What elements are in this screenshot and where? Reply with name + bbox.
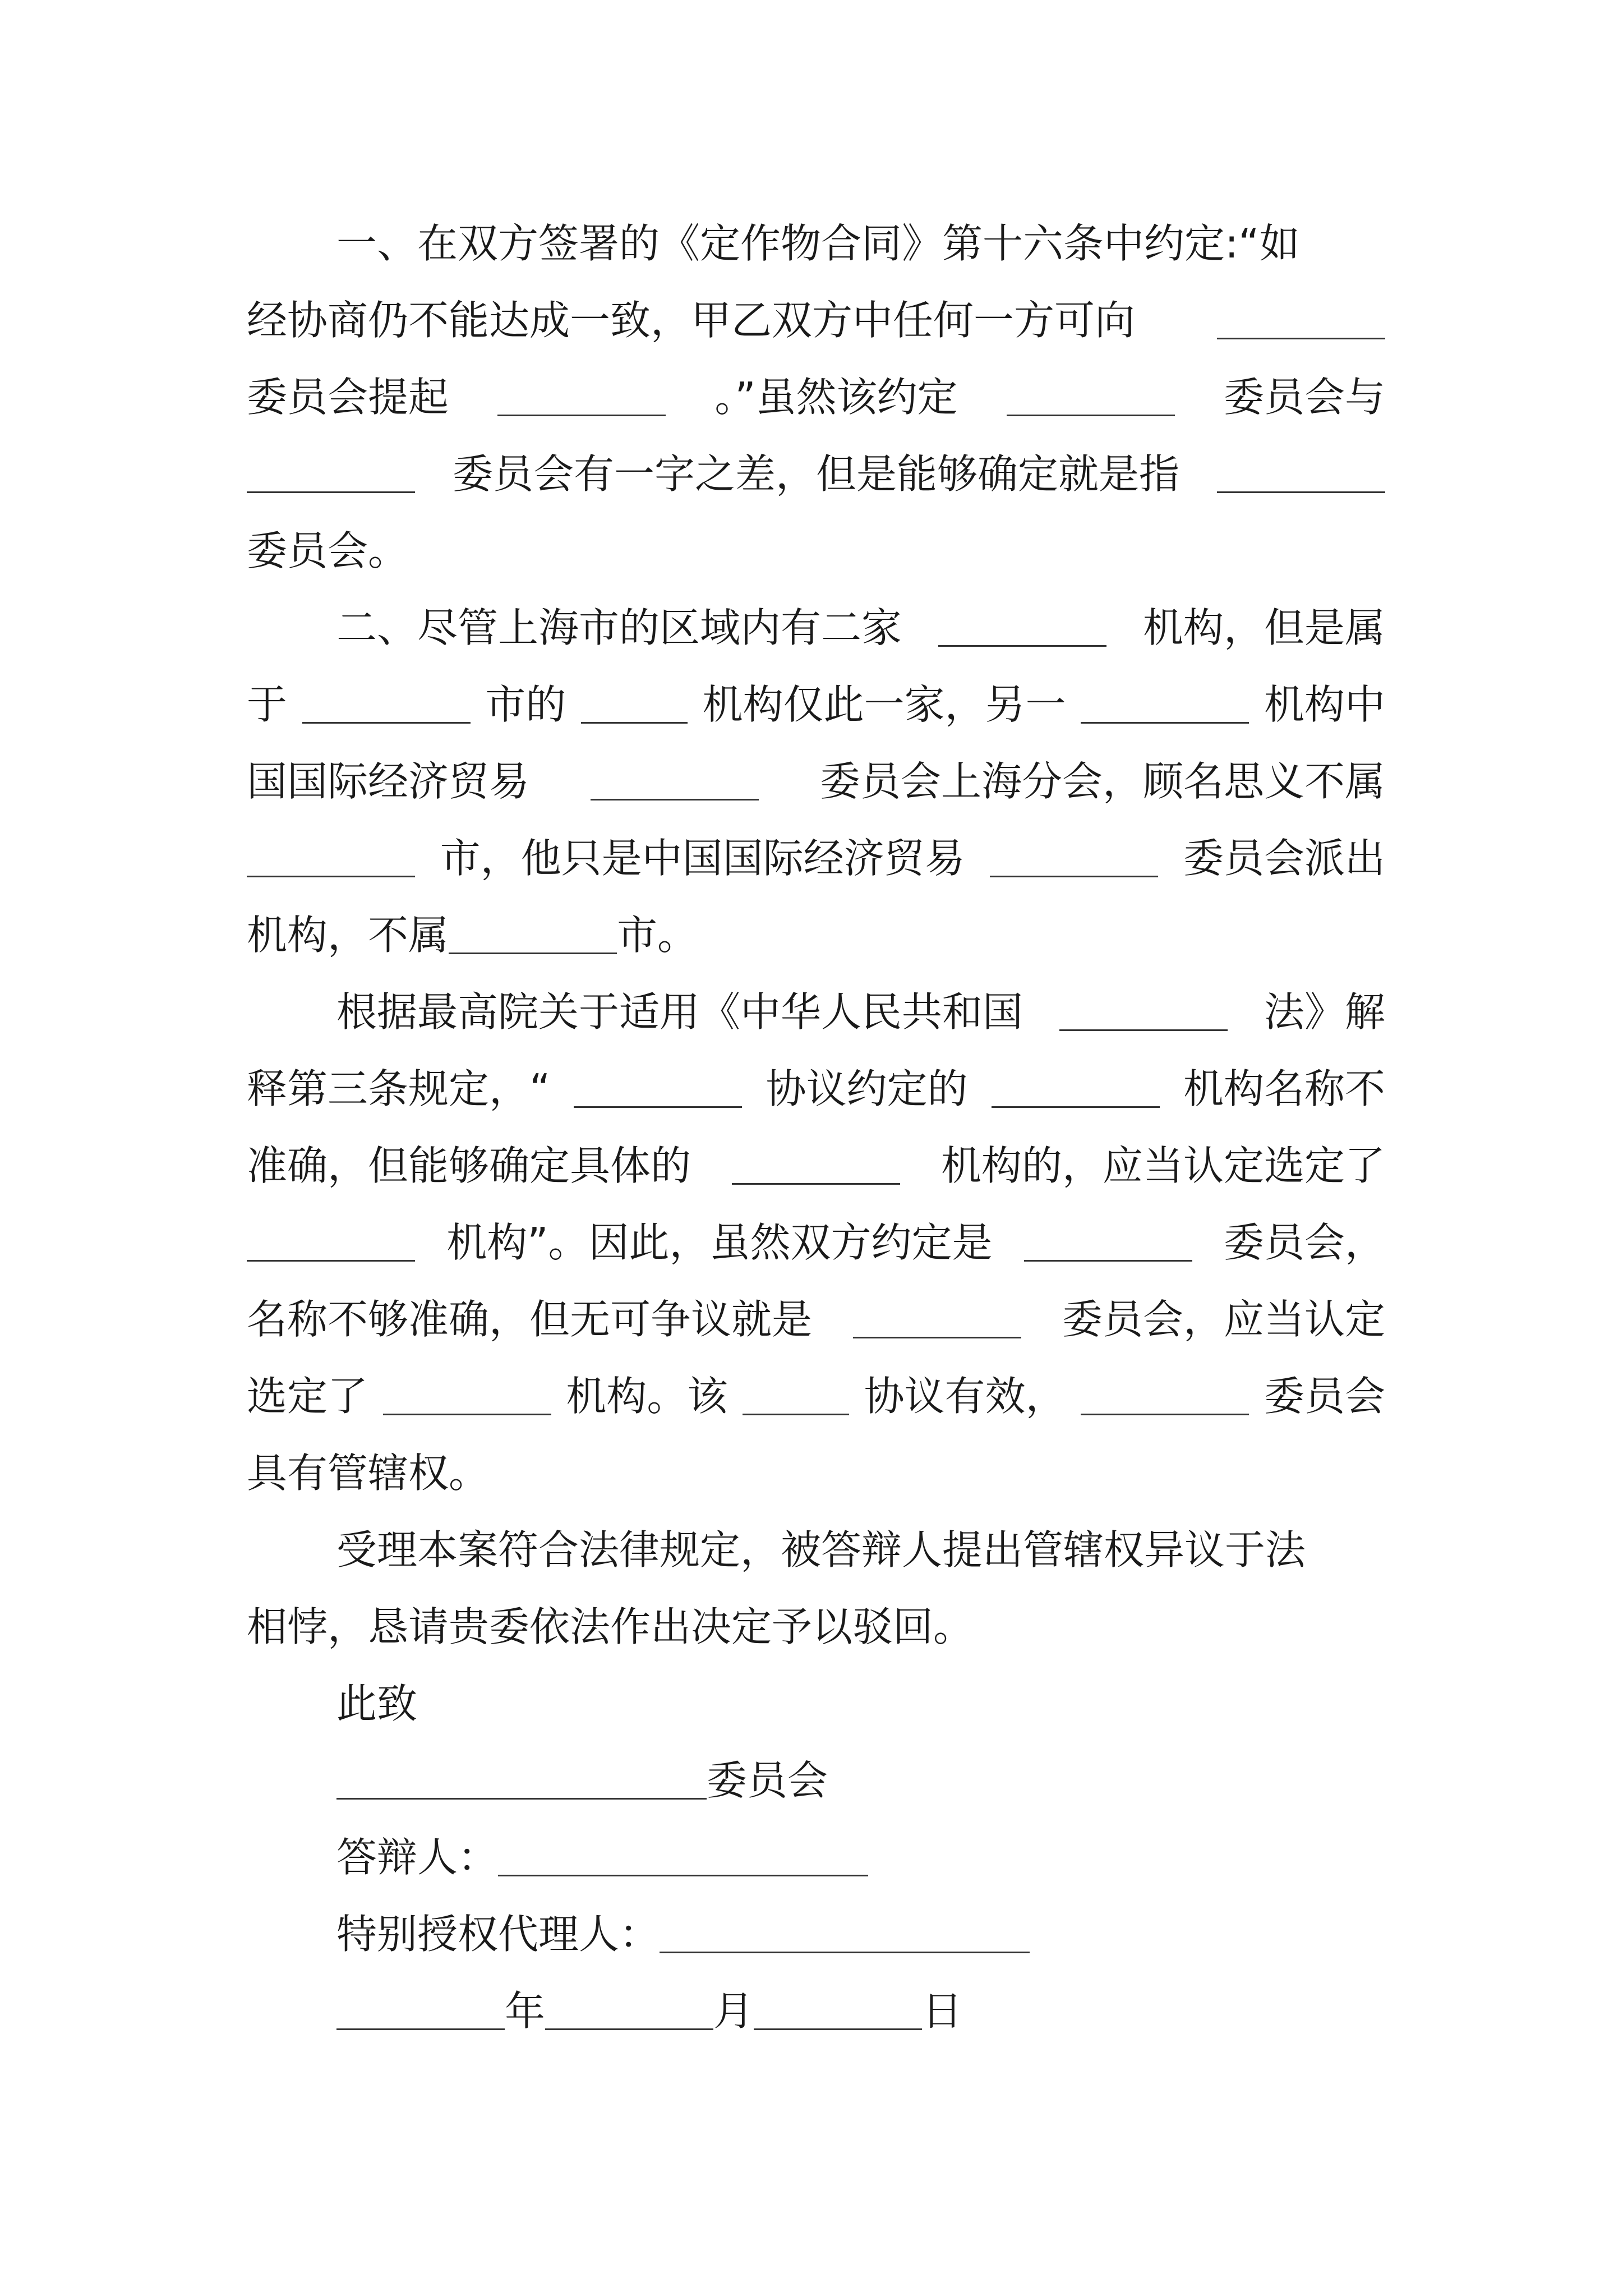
blank-line[interactable] [1024,1258,1192,1262]
para2-line5 [247,897,1385,974]
para2-line1 [247,590,1385,666]
text-segment: 委员会，应当认定 [1062,1296,1385,1343]
text-segment: 市的 [485,681,566,728]
salutation-line [247,1665,1385,1742]
salutation: 此致 [336,1680,418,1727]
text-segment: 机构”。因此，虽然双方约定是 [446,1219,993,1266]
text-segment: 根据最高院关于适用《中华人民共和国 [336,988,1023,1036]
text-segment: 机构，但是属 [1142,604,1385,651]
year-blank[interactable] [336,2026,505,2030]
text-segment: 市。 [617,912,698,959]
blank-line[interactable] [1217,489,1385,493]
text-segment: 委员会有一字之差，但是能够确定就是指 [452,450,1179,498]
para1-line1 [247,205,1385,282]
day-blank[interactable] [754,2026,922,2030]
agent-line [247,1896,1385,1973]
para1-line3 [247,359,1385,436]
text-segment: 国国际经济贸易 [247,758,530,805]
text-segment: 委员会。 [247,527,409,574]
text-segment: 机构。该 [566,1373,728,1420]
para3-line2 [247,1051,1385,1128]
blank-line[interactable] [591,797,759,800]
addressee-suffix: 委员会 [707,1757,828,1804]
blank-line[interactable] [302,720,471,724]
blank-line[interactable] [247,489,415,493]
text-segment: 选定了 [247,1373,368,1420]
text-segment: 准确，但能够确定具体的 [247,1142,691,1189]
text-segment: 受理本案符合法律规定，被答辩人提出管辖权异议于法 [336,1526,1306,1573]
blank-line[interactable] [1217,335,1385,339]
para3-line4 [247,1204,1385,1281]
month-blank[interactable] [545,2026,713,2030]
para1-line4 [247,436,1385,513]
blank-line[interactable] [853,1335,1021,1338]
text-segment: 协议有效， [864,1373,1066,1420]
para4-line2 [247,1589,1385,1665]
blank-line[interactable] [1081,720,1249,724]
blank-line[interactable] [497,412,666,416]
text-segment: 机构的，应当认定选定了 [940,1142,1385,1189]
agent-label: 特别授权代理人： [336,1911,660,1958]
text-segment: 机构仅此一家，另一 [702,681,1066,728]
blank-line[interactable] [990,873,1158,877]
blank-line[interactable] [247,1258,415,1262]
respondent-blank[interactable] [498,1872,868,1876]
text-segment: 委员会上海分会，顾名思义不属 [819,758,1385,805]
date-line [247,1973,1385,2050]
text-segment: 相悖，恳请贵委依法作出决定予以驳回。 [247,1603,974,1650]
blank-line[interactable] [247,873,415,877]
respondent-line [247,1819,1385,1896]
blank-line[interactable] [574,1104,742,1108]
addressee-line [247,1742,1385,1819]
text-segment: 委员会与 [1223,374,1385,421]
text-segment: 。”虽然该约定 [714,374,958,421]
blank-line[interactable] [743,1411,849,1415]
text-segment: 市，他只是中国国际经济贸易 [440,835,965,882]
text-segment: 委员会 [1264,1373,1385,1420]
text-segment: 协议约定的 [766,1065,968,1112]
text-segment: 机构，不属 [247,912,449,959]
addressee-blank[interactable] [336,1796,707,1800]
para3-line1 [247,974,1385,1051]
para2-line4 [247,820,1385,897]
para3-line6 [247,1358,1385,1435]
day-label: 日 [922,1987,963,2035]
text-segment: 一、在双方签署的《定作物合同》第十六条中约定:“如 [336,220,1300,267]
para2-line2 [247,666,1385,743]
para4-line1 [247,1512,1385,1589]
text-segment: 机构名称不 [1183,1065,1385,1112]
agent-blank[interactable] [660,1949,1030,1953]
text-segment: 于 [247,681,288,728]
blank-line[interactable] [383,1411,551,1415]
text-segment: 二、尽管上海市的区域内有二家 [336,604,902,651]
para1-line5 [247,513,1385,590]
text-segment: 法》解 [1264,988,1385,1036]
text-segment: 机构中 [1264,681,1385,728]
text-segment: 经协商仍不能达成一致，甲乙双方中任何一方可向 [247,297,1136,344]
text-segment: 委员会， [1223,1219,1385,1266]
blank-line[interactable] [1059,1027,1228,1031]
text-segment: 委员会提起 [247,374,449,421]
month-label: 月 [713,1987,754,2035]
text-segment: 名称不够准确，但无可争议就是 [247,1296,813,1343]
blank-line[interactable] [1081,1411,1249,1415]
blank-line[interactable] [992,1104,1160,1108]
text-segment: 具有管辖权。 [247,1450,490,1497]
blank-line[interactable] [1007,412,1175,416]
para3-line7 [247,1435,1385,1512]
year-label: 年 [505,1987,546,2035]
para2-line3 [247,743,1385,820]
text-segment: 释第三条规定，“ [247,1065,551,1112]
blank-line[interactable] [938,643,1106,647]
blank-line[interactable] [732,1181,900,1185]
document-body [247,205,1385,2050]
blank-line[interactable] [449,950,617,954]
para3-line3 [247,1128,1385,1204]
para3-line5 [247,1281,1385,1358]
para1-line2 [247,282,1385,359]
blank-line[interactable] [581,720,688,724]
respondent-label: 答辩人： [336,1834,499,1881]
text-segment: 委员会派出 [1183,835,1385,882]
